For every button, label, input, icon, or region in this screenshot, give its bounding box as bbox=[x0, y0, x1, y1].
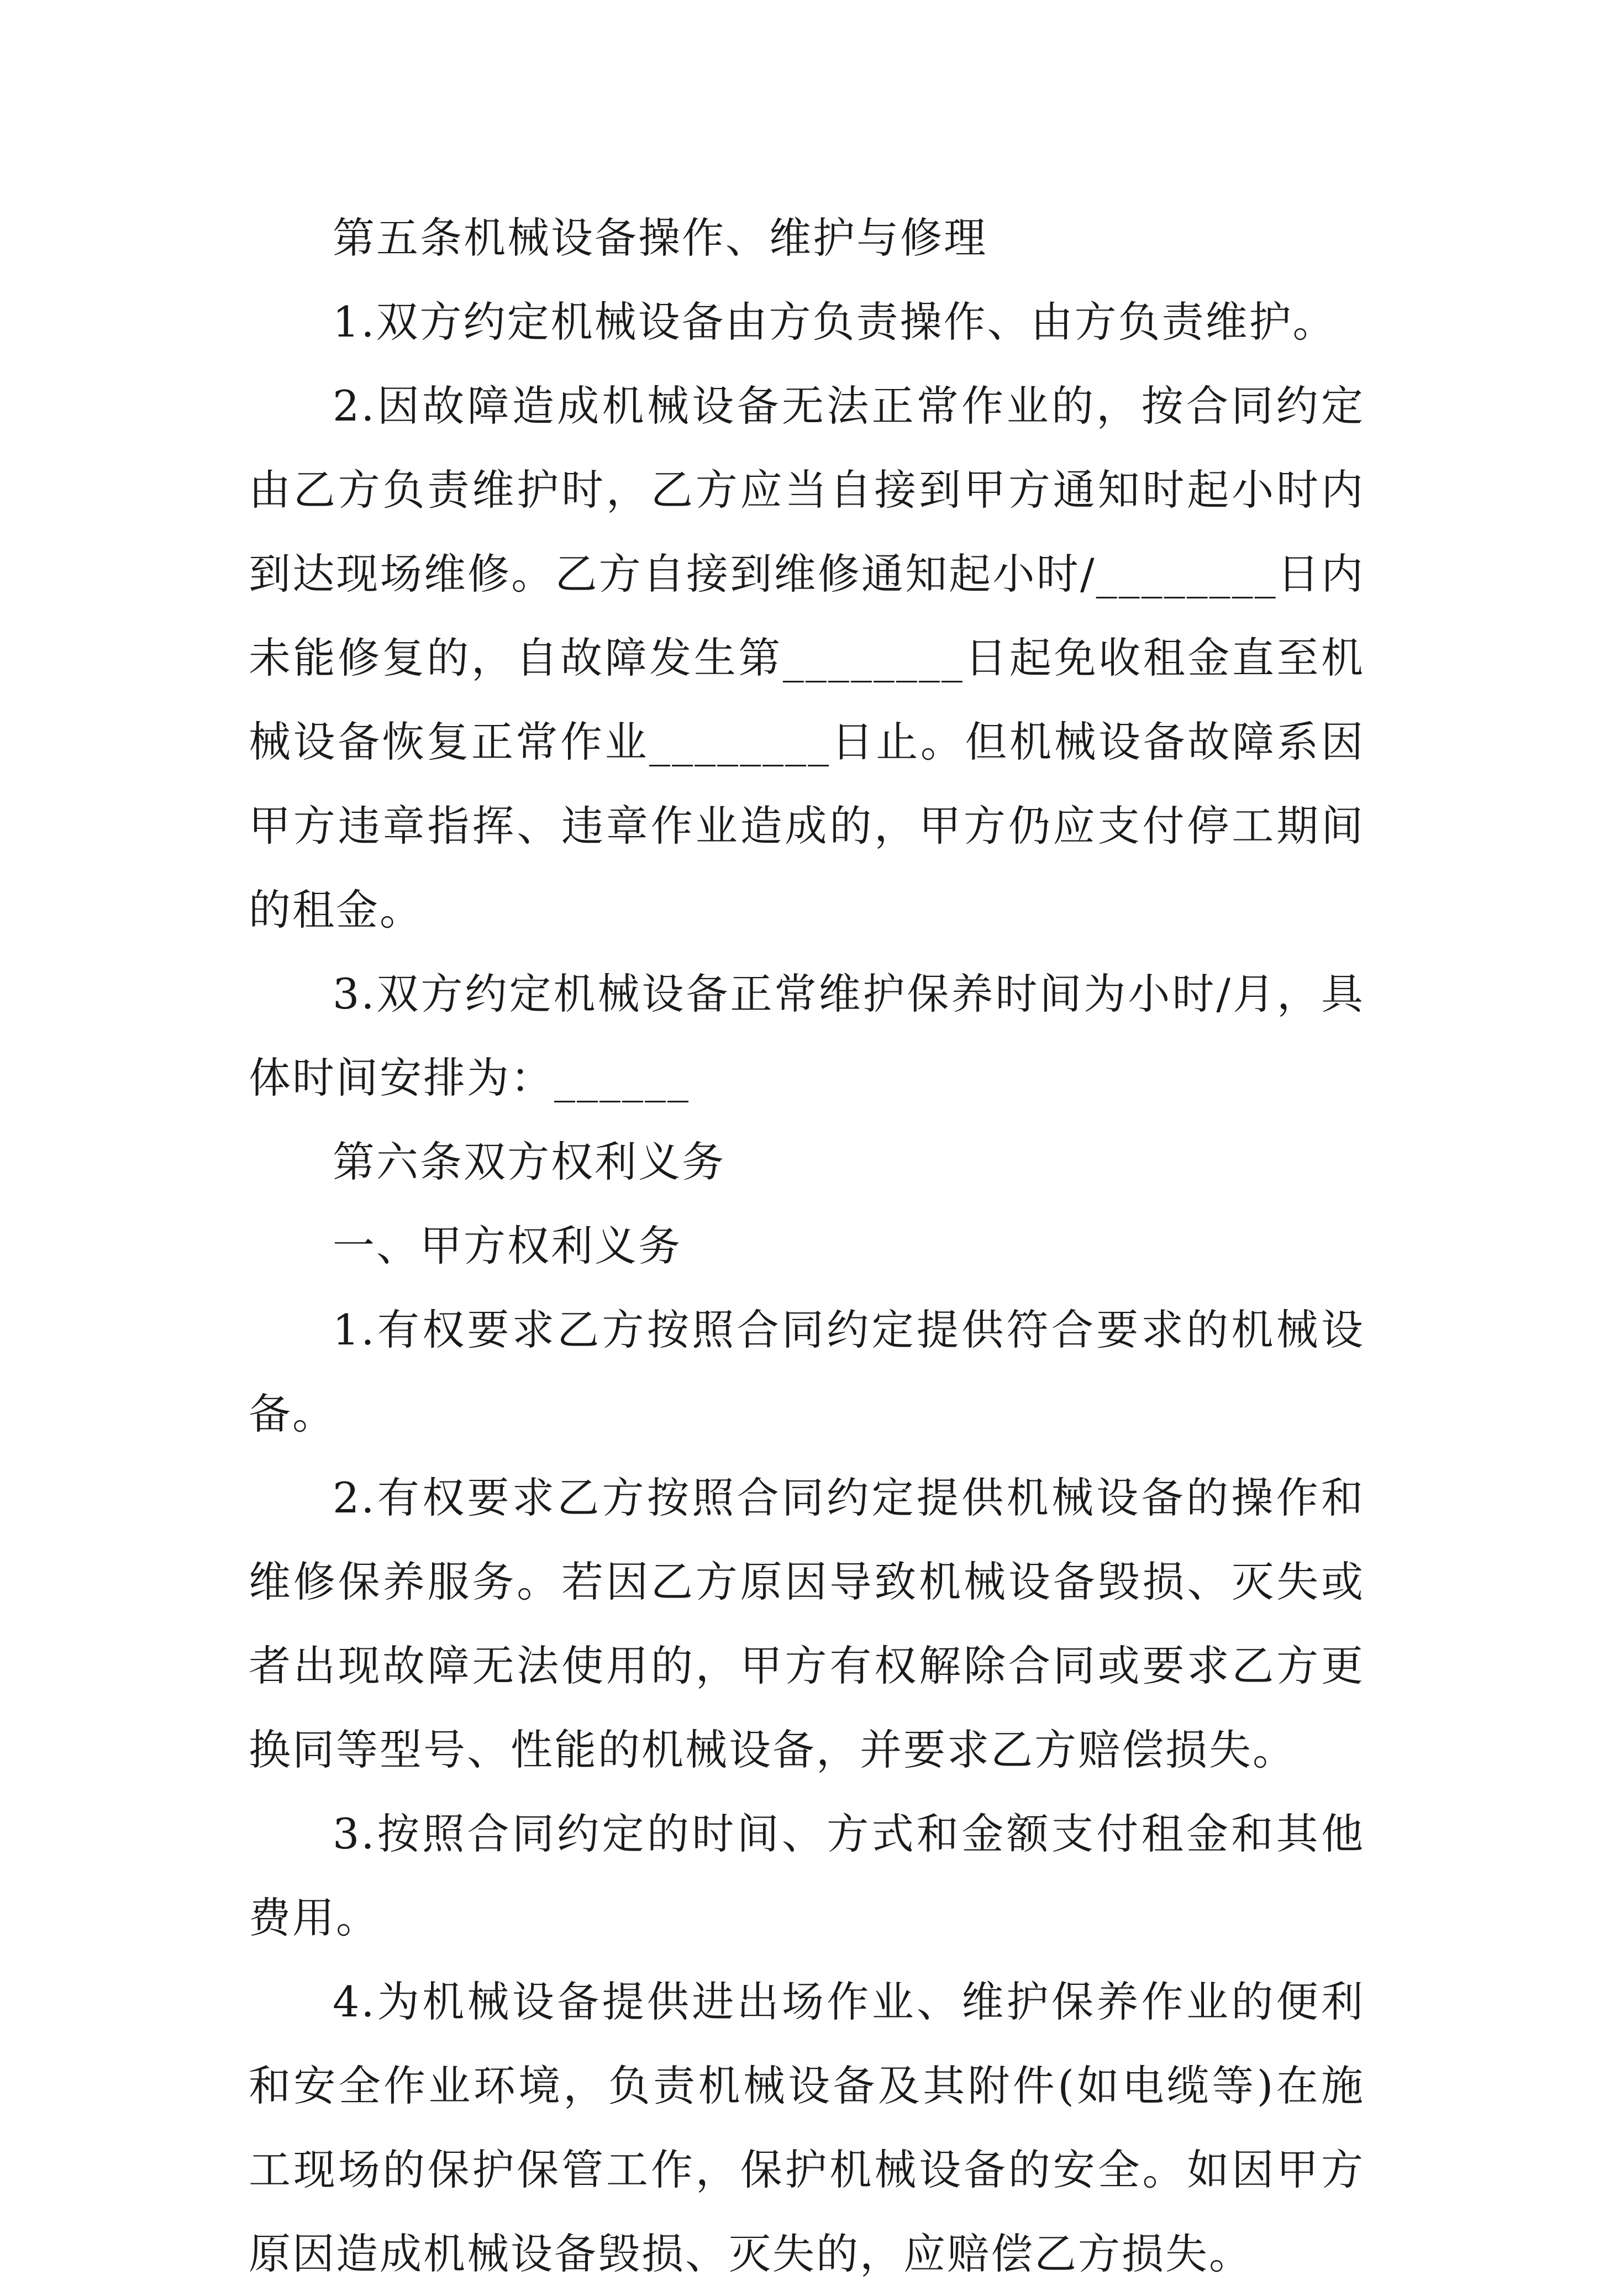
party-a-section-heading: 一、甲方权利义务 bbox=[333, 1221, 682, 1270]
article-5-clause-3: 3.双方约定机械设备正常维护保养时间为小时/月，具体时间安排为：______ bbox=[249, 969, 1365, 1102]
party-a-clause-4: 4.为机械设备提供进出场作业、维护保养作业的便利和安全作业环境，负责机械设备及其附件(如电缆等)在施工现场的保护保管工作，保护机械设备的安全。如因甲方原因造成机械设备毁损、灭失的，应赔偿乙方损失。 bbox=[249, 1977, 1365, 2278]
article-5-clause-2: 2.因故障造成机械设备无法正常作业的，按合同约定由乙方负责维护时，乙方应当自接到甲方通知时起小时内到达现场维修。乙方自接到维修通知起小时/________日内未能修复的，自故障发生第________日起免收租金直至机械设备恢复正常作业________日止。但机械设备故障系因甲方违章指挥、违章作业造成的，甲方仍应支付停工期间的租金。 bbox=[249, 381, 1365, 934]
article-5-clause-1: 1.双方约定机械设备由方负责操作、由方负责维护。 bbox=[333, 297, 1337, 346]
article-6-heading: 第六条双方权利义务 bbox=[333, 1137, 725, 1186]
document-body bbox=[249, 196, 1365, 2296]
party-a-clause-1: 1.有权要求乙方按照合同约定提供符合要求的机械设备。 bbox=[249, 1305, 1365, 1438]
article-5-heading: 第五条机械设备操作、维护与修理 bbox=[333, 213, 987, 262]
party-a-clause-3: 3.按照合同约定的时间、方式和金额支付租金和其他费用。 bbox=[249, 1809, 1365, 1942]
party-a-clause-2: 2.有权要求乙方按照合同约定提供机械设备的操作和维修保养服务。若因乙方原因导致机械设备毁损、灭失或者出现故障无法使用的，甲方有权解除合同或要求乙方更换同等型号、性能的机械设备，并要求乙方赔偿损失。 bbox=[249, 1473, 1365, 1774]
